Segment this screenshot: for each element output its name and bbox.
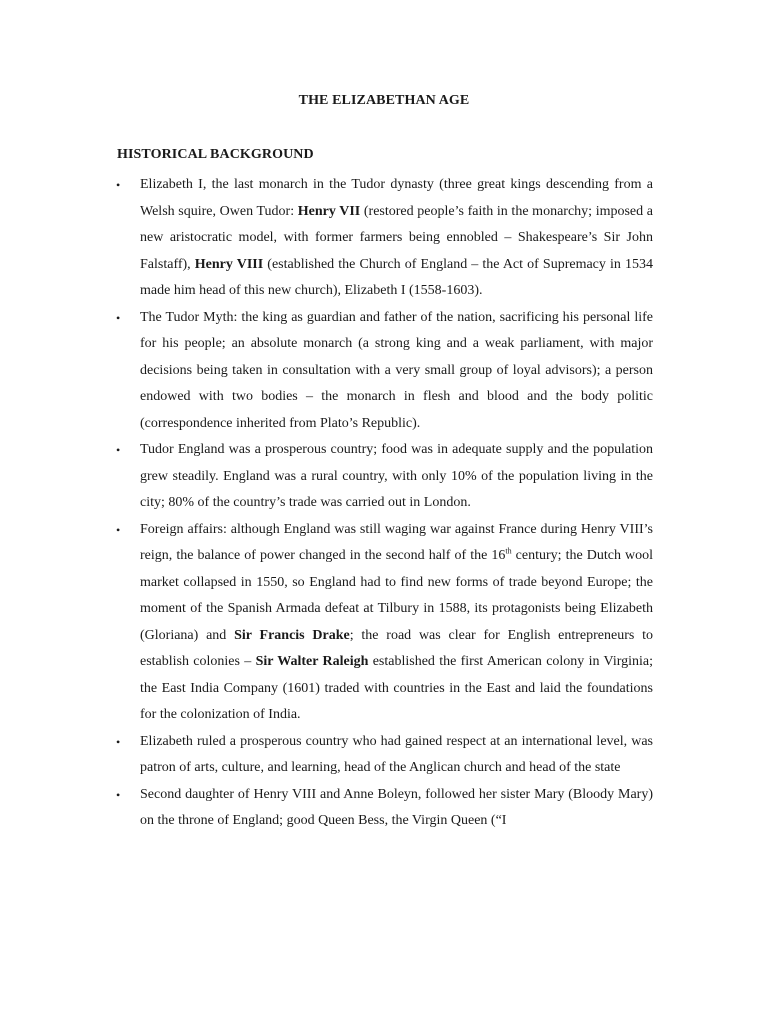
text-segment: Elizabeth I, the last monarch in the Tudor dynasty (three great kings descending from a Welsh squire, Owen Tudor: [140,177,653,219]
bullet-icon: • [116,787,121,802]
text-segment: ; the road was clear for English entrepreneurs to establish colonies – [140,627,653,669]
list-item-text [140,729,653,782]
list-item-text [140,782,653,835]
bullet-icon: • [116,522,121,537]
bullet-list [0,172,768,835]
text-segment: The Tudor Myth: the king as guardian and father of the nation, sacrificing his personal life for his people; an absolute monarch (a strong king and a weak parliament, with major decisions being taken in consultation with a very small group of loyal advisors); a person endowed with two bodies – the monarch in flesh and blood and the body politic (correspondence inherited from Plato’s Republic). [140,309,653,431]
list-item-text [140,517,653,729]
bold-text: Henry VIII [194,256,264,272]
superscript-text: th [505,546,512,556]
list-item [0,729,653,782]
list-item [0,437,653,517]
list-item [0,517,653,729]
bullet-icon: • [116,734,121,749]
list-item-text [140,437,653,517]
list-item [0,172,653,305]
text-segment: Second daughter of Henry VIII and Anne Boleyn, followed her sister Mary (Bloody Mary) on the throne of England; good Queen Bess, the Virgin Queen (“I [140,786,653,828]
bullet-icon: • [116,443,121,457]
list-item-text [140,172,653,305]
bold-text: Henry VII [297,203,361,219]
bullet-icon: • [116,310,121,325]
list-item-text [140,305,653,438]
bold-text: Sir Francis Drake [234,627,350,643]
document-title: THE ELIZABETHAN AGE [298,93,470,108]
list-item [0,782,653,835]
text-segment: Elizabeth ruled a prosperous country who had gained respect at an international level, was patron of arts, culture, and learning, head of the Anglican church and head of the state [140,733,653,775]
text-segment: (established the Church of England – the Act of Supremacy in 1534 made him head of this new church), Elizabeth I (1558-1603). [140,256,653,298]
list-item [0,305,653,438]
bullet-icon: • [116,178,121,192]
text-segment: established the first American colony in Virginia; the East India Company (1601) traded with countries in the East and laid the foundations for the colonization of India. [140,654,653,722]
text-segment: Foreign affairs: although England was still waging war against France during Henry VIII’s reign, the balance of power changed in the second half of the 16 [140,521,653,563]
text-segment: century; the Dutch wool market collapsed in 1550, so England had to find new forms of trade beyond Europe; the moment of the Spanish Armada defeat at Tilbury in 1588, its protagonists being Elizabeth (Gloriana) and [140,548,654,643]
bold-text: Sir Walter Raleigh [255,654,369,669]
text-segment: Tudor England was a prosperous country; food was in adequate supply and the population grew steadily. England was a rural country, with only 10% of the population living in the city; 80% of the country’s trade was carried out in London. [140,442,653,510]
section-heading: HISTORICAL BACKGROUND [117,147,314,162]
text-segment: (restored people’s faith in the monarchy; imposed a new aristocratic model, with former farmers being ennobled – Shakespeare’s Sir John Falstaff), [140,203,653,272]
